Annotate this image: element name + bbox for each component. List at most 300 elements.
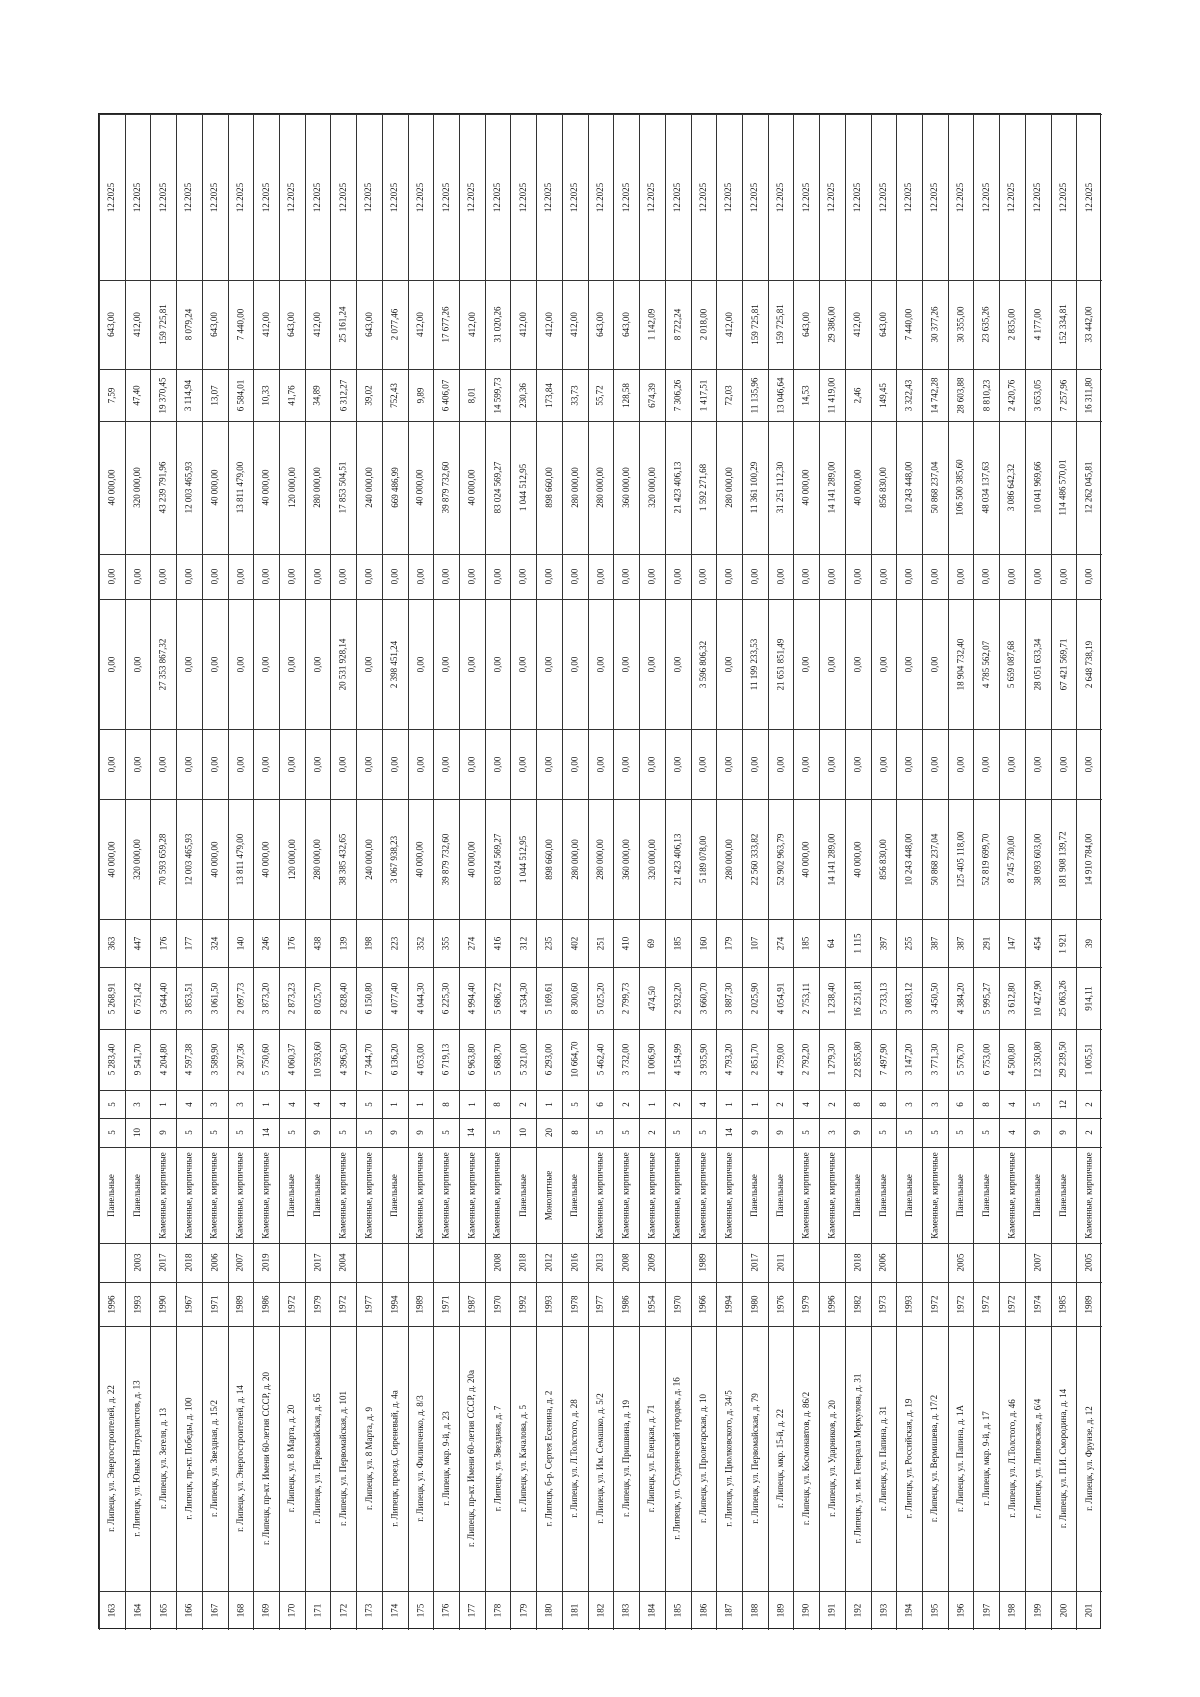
cell-entrances xyxy=(742,1090,768,1118)
cell-cost-per-sqm xyxy=(433,369,459,421)
cell-wall-material xyxy=(125,1147,151,1243)
cell-text: 125 405 118,00 xyxy=(955,831,966,887)
cell-residents xyxy=(639,919,665,967)
cell-text: 0,00 xyxy=(466,568,477,585)
cell-text: 40 000,00 xyxy=(106,469,117,506)
cell-owners-cost xyxy=(382,421,408,554)
cell-total-cost xyxy=(793,799,819,919)
cell-text: 0,00 xyxy=(569,568,580,585)
cell-entrances xyxy=(973,1090,999,1118)
cell-completion-date xyxy=(459,114,485,280)
cell-address xyxy=(536,1326,562,1591)
cell-text: Каменные, кирпичные xyxy=(260,1151,271,1239)
cell-text: 0,00 xyxy=(440,756,451,772)
cell-wall-material xyxy=(639,1147,665,1243)
cell-cost-per-sqm xyxy=(922,369,948,421)
cell-text: 2 077,46 xyxy=(389,308,400,341)
cell-wall-material xyxy=(99,1147,125,1243)
cell-text: г. Липецк, ул. Вермишева, д. 17/2 xyxy=(929,1394,940,1523)
cell-residents xyxy=(356,919,382,967)
cell-total-cost xyxy=(125,799,151,919)
cell-entrances xyxy=(485,1090,511,1118)
cell-build-year xyxy=(150,1282,176,1326)
cell-text: 4 044,30 xyxy=(414,982,425,1014)
cell-text: 48 034 137,63 xyxy=(980,461,991,514)
cell-municipal-cost xyxy=(202,554,228,599)
cell-text: 6 xyxy=(594,1101,605,1107)
cell-floors xyxy=(999,1118,1025,1147)
cell-text: 14 xyxy=(466,1128,477,1137)
cell-text: 1976 xyxy=(775,1295,785,1313)
cell-text: 30 377,26 xyxy=(929,306,940,343)
cell-text: 4 154,99 xyxy=(672,1043,683,1076)
cell-address xyxy=(639,1326,665,1591)
cell-text: 12.2025 xyxy=(672,182,683,212)
cell-floors xyxy=(1076,1118,1102,1147)
cell-cost-per-sqm xyxy=(716,369,742,421)
cell-address xyxy=(896,1326,922,1591)
cell-max-cost-per-sqm xyxy=(768,280,794,369)
cell-total-area xyxy=(510,1029,536,1090)
cell-fund-cost xyxy=(716,729,742,799)
cell-text: 251 xyxy=(594,936,605,950)
cell-completion-date xyxy=(253,114,279,280)
cell-text: г. Липецк, ул. Л.Толстого, д. 28 xyxy=(569,1399,580,1518)
cell-residents xyxy=(125,919,151,967)
cell-text: 240 000,00 xyxy=(363,838,374,880)
cell-residents xyxy=(819,919,845,967)
cell-floors xyxy=(125,1118,151,1147)
cell-regional-cost xyxy=(691,599,717,729)
cell-build-year xyxy=(1025,1282,1051,1326)
cell-text: 0,00 xyxy=(337,568,348,585)
cell-text: 4 xyxy=(800,1101,811,1107)
cell-text: 4 077,40 xyxy=(389,982,400,1014)
cell-text: 3 732,00 xyxy=(620,1043,631,1076)
cell-text: 1 xyxy=(466,1101,477,1107)
cell-floors xyxy=(1051,1118,1077,1147)
cell-text: 17 853 504,51 xyxy=(337,461,348,514)
cell-total-area xyxy=(330,1029,356,1090)
cell-text: 2 xyxy=(1083,1130,1094,1135)
cell-cost-per-sqm xyxy=(562,369,588,421)
cell-fund-cost xyxy=(382,729,408,799)
cell-text: Панельные xyxy=(955,1173,966,1217)
cell-completion-date xyxy=(305,114,331,280)
cell-total-area xyxy=(922,1029,948,1090)
cell-text: 188 xyxy=(749,1603,760,1618)
cell-text: 171 xyxy=(312,1603,323,1618)
cell-text: 0,00 xyxy=(826,656,837,672)
cell-text: 0,00 xyxy=(466,756,477,772)
cell-text: 2008 xyxy=(492,1253,503,1272)
cell-text: 6 312,27 xyxy=(337,379,348,411)
cell-text: 20 531 928,14 xyxy=(337,638,348,690)
cell-wall-material xyxy=(1051,1147,1077,1243)
cell-text: 2005 xyxy=(955,1253,966,1272)
cell-total-cost xyxy=(1076,799,1102,919)
cell-cost-per-sqm xyxy=(639,369,665,421)
cell-municipal-cost xyxy=(742,554,768,599)
cell-text: 1996 xyxy=(826,1295,837,1313)
cell-text: 29 386,00 xyxy=(826,306,837,343)
cell-text: 159 725,81 xyxy=(157,304,168,345)
cell-wall-material xyxy=(665,1147,691,1243)
cell-living-area xyxy=(665,967,691,1029)
cell-text: 12.2025 xyxy=(903,182,914,212)
cell-completion-date xyxy=(279,114,305,280)
cell-text: 40 000,00 xyxy=(414,469,425,506)
cell-renovation-year xyxy=(562,1243,588,1282)
cell-text: 4 793,20 xyxy=(723,1043,734,1076)
cell-completion-date xyxy=(176,114,202,280)
cell-total-cost xyxy=(845,799,871,919)
cell-completion-date xyxy=(691,114,717,280)
cell-residents xyxy=(433,919,459,967)
cell-text: 11 135,96 xyxy=(749,377,760,413)
cell-max-cost-per-sqm xyxy=(305,280,331,369)
cell-text: 189 xyxy=(775,1603,785,1618)
cell-text: 184 xyxy=(646,1603,657,1618)
cell-regional-cost xyxy=(845,599,871,729)
cell-owners-cost xyxy=(150,421,176,554)
cell-text: 39 879 732,60 xyxy=(440,833,451,885)
cell-fund-cost xyxy=(305,729,331,799)
cell-text: 4 xyxy=(337,1101,348,1107)
cell-regional-cost xyxy=(536,599,562,729)
cell-completion-date xyxy=(562,114,588,280)
cell-residents xyxy=(253,919,279,967)
cell-text: 12.2025 xyxy=(646,182,657,212)
cell-living-area xyxy=(433,967,459,1029)
cell-text: 168 xyxy=(234,1603,245,1618)
cell-completion-date xyxy=(1025,114,1051,280)
cell-renovation-year xyxy=(1076,1243,1102,1282)
cell-living-area xyxy=(922,967,948,1029)
cell-text: 166 xyxy=(183,1603,194,1618)
cell-text: 38 093 603,00 xyxy=(1032,833,1043,885)
cell-wall-material xyxy=(459,1147,485,1243)
cell-residents xyxy=(459,919,485,967)
cell-text: 0,00 xyxy=(955,568,966,585)
cell-text: 12.2025 xyxy=(106,182,117,212)
cell-total-cost xyxy=(330,799,356,919)
cell-completion-date xyxy=(1076,114,1102,280)
cell-text: 40 000,00 xyxy=(466,841,477,877)
cell-completion-date xyxy=(948,114,974,280)
cell-text: 0,00 xyxy=(646,756,657,772)
cell-residents xyxy=(150,919,176,967)
cell-text: 4 204,80 xyxy=(157,1043,168,1076)
cell-text: 12.2025 xyxy=(312,182,323,212)
cell-row-number xyxy=(819,1591,845,1630)
cell-text: 1 417,51 xyxy=(697,379,708,411)
cell-wall-material xyxy=(253,1147,279,1243)
cell-living-area xyxy=(485,967,511,1029)
cell-total-cost xyxy=(408,799,434,919)
cell-text: 360 000,00 xyxy=(620,467,631,508)
cell-cost-per-sqm xyxy=(691,369,717,421)
cell-living-area xyxy=(279,967,305,1029)
cell-text: 12.2025 xyxy=(492,182,503,212)
cell-cost-per-sqm xyxy=(999,369,1025,421)
cell-text: 12.2025 xyxy=(749,182,760,212)
cell-text: 0,00 xyxy=(955,756,966,772)
cell-text: 1993 xyxy=(132,1295,143,1313)
cell-text: 5 xyxy=(569,1101,580,1107)
cell-address xyxy=(253,1326,279,1591)
cell-address xyxy=(485,1326,511,1591)
cell-total-cost xyxy=(228,799,254,919)
cell-text: 0,00 xyxy=(517,568,528,585)
cell-municipal-cost xyxy=(176,554,202,599)
cell-text: 274 xyxy=(466,936,477,950)
cell-text: 0,00 xyxy=(234,656,245,672)
cell-municipal-cost xyxy=(896,554,922,599)
cell-text: 1 115 xyxy=(852,933,863,953)
cell-max-cost-per-sqm xyxy=(716,280,742,369)
cell-text: 11 199 233,53 xyxy=(749,638,760,690)
cell-text: 8 079,24 xyxy=(183,308,194,341)
cell-text: г. Липецк, ул. Пролетарская, д. 10 xyxy=(697,1393,708,1524)
cell-text: 5 xyxy=(877,1130,888,1135)
cell-build-year xyxy=(999,1282,1025,1326)
cell-total-cost xyxy=(1025,799,1051,919)
cell-entrances xyxy=(562,1090,588,1118)
cell-text: 2003 xyxy=(132,1253,143,1272)
cell-renovation-year xyxy=(305,1243,331,1282)
cell-text: 0,00 xyxy=(389,568,400,585)
cell-completion-date xyxy=(845,114,871,280)
cell-fund-cost xyxy=(408,729,434,799)
cell-fund-cost xyxy=(433,729,459,799)
cell-entrances xyxy=(408,1090,434,1118)
cell-text: 12.2025 xyxy=(363,182,374,212)
cell-text: Панельные xyxy=(132,1173,143,1217)
cell-owners-cost xyxy=(459,421,485,554)
cell-municipal-cost xyxy=(510,554,536,599)
cell-text: 7 344,70 xyxy=(363,1043,374,1076)
cell-text: 1996 xyxy=(106,1295,117,1313)
cell-entrances xyxy=(1025,1090,1051,1118)
cell-text: 27 353 867,32 xyxy=(157,638,168,690)
cell-text: 3 086 642,32 xyxy=(1006,463,1017,512)
cell-build-year xyxy=(382,1282,408,1326)
cell-entrances xyxy=(433,1090,459,1118)
cell-text: 320 000,00 xyxy=(646,467,657,508)
cell-text: 8 xyxy=(877,1101,888,1107)
cell-text: г. Липецк, ул. Елецкая, д. 71 xyxy=(646,1404,657,1513)
cell-text: 0,00 xyxy=(543,656,554,672)
cell-regional-cost xyxy=(1025,599,1051,729)
cell-text: 9 xyxy=(312,1130,323,1135)
cell-total-area xyxy=(1025,1029,1051,1090)
cell-owners-cost xyxy=(536,421,562,554)
cell-max-cost-per-sqm xyxy=(99,280,125,369)
cell-text: 12.2025 xyxy=(517,182,528,212)
cell-text: 12.2025 xyxy=(775,182,786,212)
cell-text: 4 xyxy=(286,1101,297,1107)
cell-address xyxy=(99,1326,125,1591)
cell-text: 38 385 432,65 xyxy=(337,833,348,885)
cell-text: 280 000,00 xyxy=(595,838,605,880)
cell-text: 6 963,80 xyxy=(466,1043,477,1076)
cell-text: 856 830,00 xyxy=(877,838,888,880)
cell-entrances xyxy=(228,1090,254,1118)
cell-text: 0,00 xyxy=(903,756,914,772)
cell-residents xyxy=(536,919,562,967)
cell-completion-date xyxy=(382,114,408,280)
cell-text: 0,00 xyxy=(414,568,425,585)
cell-text: 0,00 xyxy=(749,756,760,772)
cell-total-cost xyxy=(510,799,536,919)
cell-text: 1 xyxy=(749,1101,760,1107)
cell-municipal-cost xyxy=(819,554,845,599)
cell-text: 3 653,05 xyxy=(1032,379,1043,411)
cell-text: г. Липецк, ул. Циолковского, д. 34/5 xyxy=(723,1390,734,1527)
cell-floors xyxy=(665,1118,691,1147)
cell-row-number xyxy=(999,1591,1025,1630)
cell-fund-cost xyxy=(176,729,202,799)
cell-wall-material xyxy=(485,1147,511,1243)
cell-text: 6 584,01 xyxy=(234,379,245,411)
cell-max-cost-per-sqm xyxy=(742,280,768,369)
cell-owners-cost xyxy=(922,421,948,554)
cell-text: 40 000,00 xyxy=(209,841,220,877)
cell-total-cost xyxy=(382,799,408,919)
cell-total-cost xyxy=(176,799,202,919)
cell-renovation-year xyxy=(639,1243,665,1282)
cell-text: 235 xyxy=(543,936,554,950)
cell-text: 10 664,70 xyxy=(569,1041,580,1078)
cell-regional-cost xyxy=(871,599,897,729)
cell-max-cost-per-sqm xyxy=(1076,280,1102,369)
cell-text: 0,00 xyxy=(852,656,863,672)
cell-build-year xyxy=(485,1282,511,1326)
cell-text: 177 xyxy=(183,936,194,950)
cell-regional-cost xyxy=(768,599,794,729)
cell-wall-material xyxy=(845,1147,871,1243)
cell-text: 47,40 xyxy=(132,384,143,406)
cell-address xyxy=(202,1326,228,1591)
cell-text: 0,00 xyxy=(723,756,734,772)
cell-text: 674,39 xyxy=(646,382,657,408)
cell-living-area xyxy=(330,967,356,1029)
cell-build-year xyxy=(665,1282,691,1326)
cell-text: 83 024 569,27 xyxy=(492,833,503,885)
cell-text: 5 733,13 xyxy=(877,982,888,1014)
cell-cost-per-sqm xyxy=(613,369,639,421)
cell-text: Панельные xyxy=(903,1173,914,1217)
cell-max-cost-per-sqm xyxy=(150,280,176,369)
cell-text: Монолитные xyxy=(543,1170,554,1220)
cell-build-year xyxy=(459,1282,485,1326)
cell-text: 240 000,00 xyxy=(363,467,374,508)
cell-text: 643,00 xyxy=(620,312,631,337)
cell-text: 12 262 045,81 xyxy=(1083,461,1094,514)
cell-cost-per-sqm xyxy=(99,369,125,421)
cell-municipal-cost xyxy=(125,554,151,599)
cell-text: 2009 xyxy=(646,1253,657,1272)
cell-text: 10,33 xyxy=(260,384,271,406)
cell-text: 185 xyxy=(800,936,811,950)
cell-text: 14 xyxy=(260,1128,271,1137)
cell-max-cost-per-sqm xyxy=(896,280,922,369)
cell-text: 25 161,24 xyxy=(337,306,348,343)
cell-text: Каменные, кирпичные xyxy=(1083,1151,1094,1239)
cell-text: 0,00 xyxy=(877,568,888,585)
cell-residents xyxy=(99,919,125,967)
cell-municipal-cost xyxy=(871,554,897,599)
cell-text: 179 xyxy=(517,1603,528,1618)
cell-wall-material xyxy=(202,1147,228,1243)
cell-municipal-cost xyxy=(150,554,176,599)
cell-entrances xyxy=(665,1090,691,1118)
cell-text: г. Липецк, ул. Л.Толстого, д. 46 xyxy=(1006,1399,1017,1518)
cell-text: 1994 xyxy=(723,1295,734,1313)
cell-text: 0,00 xyxy=(672,656,683,672)
cell-text: 8 025,70 xyxy=(312,982,323,1014)
cell-total-cost xyxy=(922,799,948,919)
cell-text: 4 785 562,07 xyxy=(980,640,991,688)
cell-text: 402 xyxy=(569,936,580,950)
cell-total-cost xyxy=(691,799,717,919)
cell-text: 3 147,20 xyxy=(903,1043,914,1076)
cell-text: 31 251 112,30 xyxy=(775,461,786,514)
cell-text: 83 024 569,27 xyxy=(492,461,503,514)
cell-text: 0,00 xyxy=(337,756,348,772)
cell-text: 246 xyxy=(260,936,271,950)
cell-renovation-year xyxy=(253,1243,279,1282)
cell-living-area xyxy=(99,967,125,1029)
cell-text: г. Липецк, мкр. 9-й, д. 17 xyxy=(980,1411,991,1506)
cell-row-number xyxy=(279,1591,305,1630)
cell-text: г. Липецк, б-р. Сергея Есенина, д. 2 xyxy=(543,1390,554,1527)
cell-text: 23 635,26 xyxy=(980,306,991,343)
cell-text: 0,00 xyxy=(157,568,168,585)
cell-text: 21 423 406,13 xyxy=(672,833,683,885)
cell-text: 280 000,00 xyxy=(569,838,580,880)
cell-address xyxy=(510,1326,536,1591)
cell-completion-date xyxy=(150,114,176,280)
cell-text: 12.2025 xyxy=(389,182,400,212)
cell-text: 0,00 xyxy=(569,656,580,672)
cell-text: 0,00 xyxy=(749,568,760,585)
cell-renovation-year xyxy=(485,1243,511,1282)
cell-text: 12.2025 xyxy=(723,182,734,212)
cell-max-cost-per-sqm xyxy=(536,280,562,369)
cell-renovation-year xyxy=(433,1243,459,1282)
cell-living-area xyxy=(408,967,434,1029)
cell-text: 0,00 xyxy=(414,656,425,672)
cell-text: 41,76 xyxy=(286,384,297,406)
cell-build-year xyxy=(433,1282,459,1326)
cell-fund-cost xyxy=(99,729,125,799)
cell-owners-cost xyxy=(1076,421,1102,554)
cell-text: 2018 xyxy=(852,1253,863,1272)
cell-text: 454 xyxy=(1032,936,1043,950)
cell-regional-cost xyxy=(228,599,254,729)
cell-text: 40 000,00 xyxy=(260,841,271,877)
cell-residents xyxy=(305,919,331,967)
cell-text: 30 355,00 xyxy=(955,306,966,343)
cell-municipal-cost xyxy=(716,554,742,599)
cell-living-area xyxy=(356,967,382,1029)
cell-text: 0,00 xyxy=(234,756,245,772)
cell-owners-cost xyxy=(716,421,742,554)
cell-residents xyxy=(1076,919,1102,967)
cell-text: 176 xyxy=(440,1603,451,1618)
